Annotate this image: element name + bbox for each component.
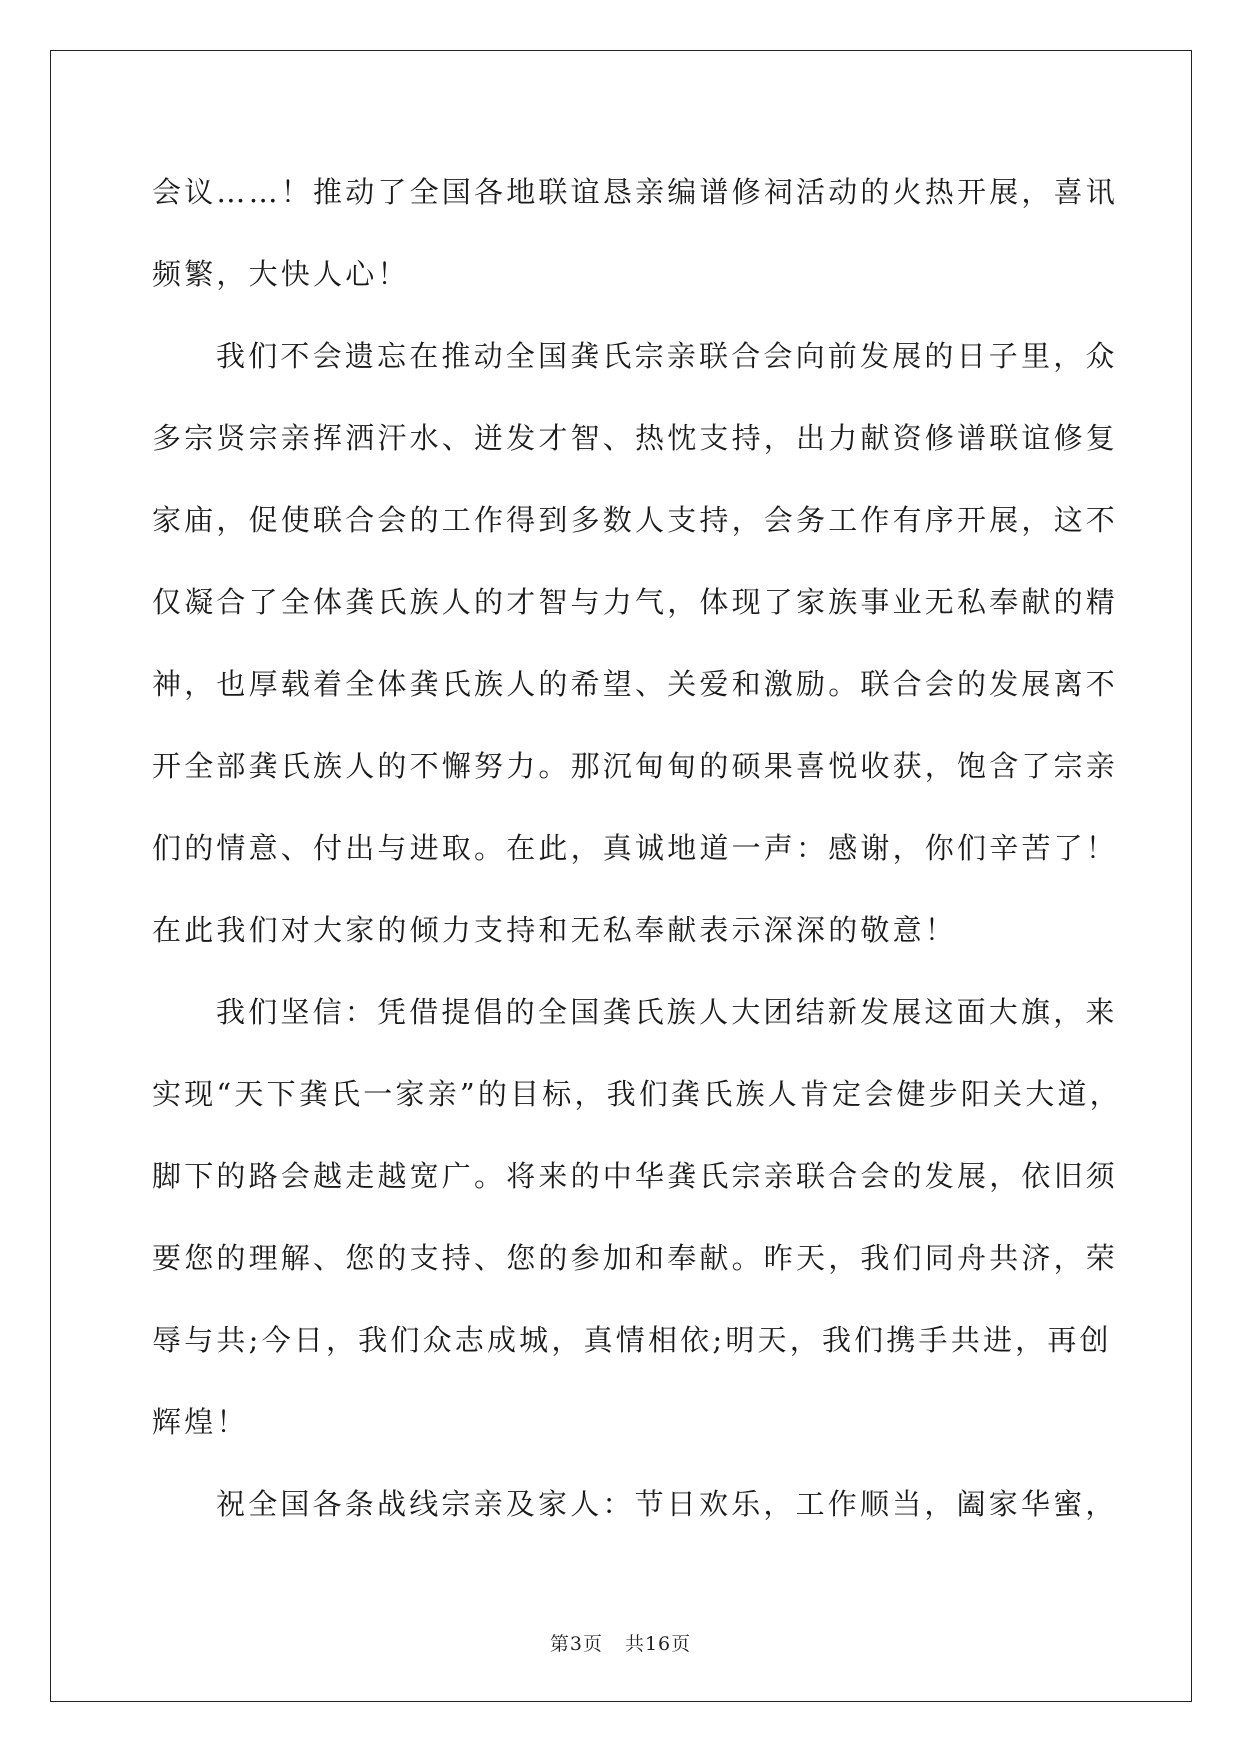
paragraph-start-line: 我们坚信：凭借提倡的全国龚氏族人大团结新发展这面大旗，来 [216,995,1118,1029]
paragraph-start-line: 我们不会遗忘在推动全国龚氏宗亲联合会向前发展的日子里，众 [216,339,1118,373]
text-line: 开全部龚氏族人的不懈努力。那沉甸甸的硕果喜悦收获，饱含了宗亲 [152,749,1119,783]
text-line: 多宗贤宗亲挥洒汗水、迸发才智、热忱支持，出力献资修谱联谊修复 [152,421,1119,455]
text-line: 在此我们对大家的倾力支持和无私奉献表示深深的敬意！ [152,913,958,947]
text-line: 实现“天下龚氏一家亲”的目标，我们龚氏族人肯定会健步阳关大道， [152,1077,1122,1111]
text-line: 频繁，大快人心！ [152,257,410,291]
page-number: 第3页 [549,1633,603,1655]
text-line: 会议……！推动了全国各地联谊恳亲编谱修祠活动的火热开展，喜讯 [152,175,1119,209]
paragraph-start-line: 祝全国各条战线宗亲及家人：节日欢乐，工作顺当，阖家华蜜， [216,1487,1118,1521]
text-line: 家庙，促使联合会的工作得到多数人支持，会务工作有序开展，这不 [152,503,1119,537]
document-body [152,166,1122,1560]
page-footer [0,1629,1241,1656]
text-line: 仅凝合了全体龚氏族人的才智与力气，体现了家族事业无私奉献的精 [152,585,1119,619]
text-line: 们的情意、付出与进取。在此，真诚地道一声：感谢，你们辛苦了！ [152,831,1119,865]
page-total: 共16页 [624,1633,692,1655]
text-line: 神，也厚载着全体龚氏族人的希望、关爱和激励。联合会的发展离不 [152,667,1119,701]
text-line: 辱与共;今日，我们众志成城，真情相依;明天，我们携手共进，再创 [152,1323,1112,1357]
text-line: 辉煌！ [152,1405,249,1439]
text-line: 要您的理解、您的支持、您的参加和奉献。昨天，我们同舟共济，荣 [152,1241,1119,1275]
text-line: 脚下的路会越走越宽广。将来的中华龚氏宗亲联合会的发展，依旧须 [152,1159,1119,1193]
